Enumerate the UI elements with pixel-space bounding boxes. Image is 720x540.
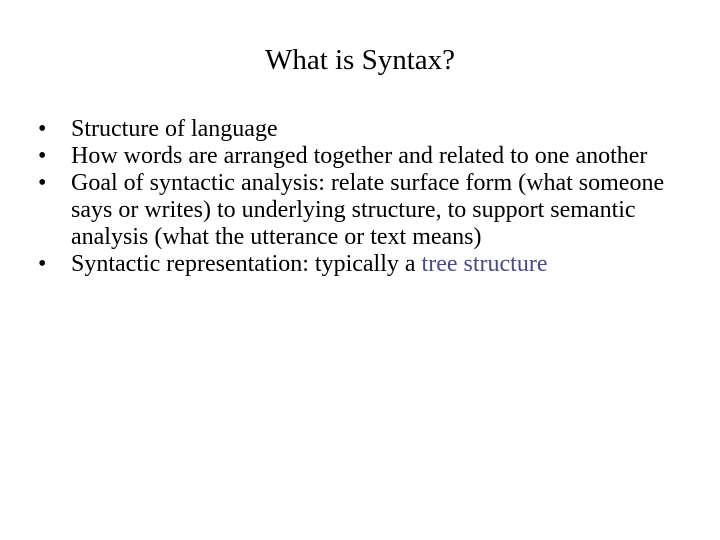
bullet-item-word-arrangement <box>38 143 678 170</box>
bullet-item-representation <box>38 251 678 278</box>
bullet-text: How words are arranged together and related to one another <box>71 143 648 169</box>
bullet-text: Structure of language <box>71 116 278 142</box>
bullet-point: • <box>38 143 47 169</box>
bullet-text: Goal of syntactic analysis: relate surface form (what someone says or writes) to underlying structure, to support semantic analysis (what the utterance or text means) <box>71 170 665 250</box>
bullet-item-structure <box>38 116 678 143</box>
slide-title: What is Syntax? <box>264 44 456 76</box>
bullet-list <box>38 116 678 278</box>
bullet-point: • <box>38 251 47 277</box>
bullet-text: Syntactic representation: typically a <box>71 251 422 277</box>
bullet-item-goal <box>38 170 678 251</box>
highlight-term: tree structure <box>421 251 548 277</box>
bullet-point: • <box>38 170 47 196</box>
bullet-point: • <box>38 116 47 142</box>
